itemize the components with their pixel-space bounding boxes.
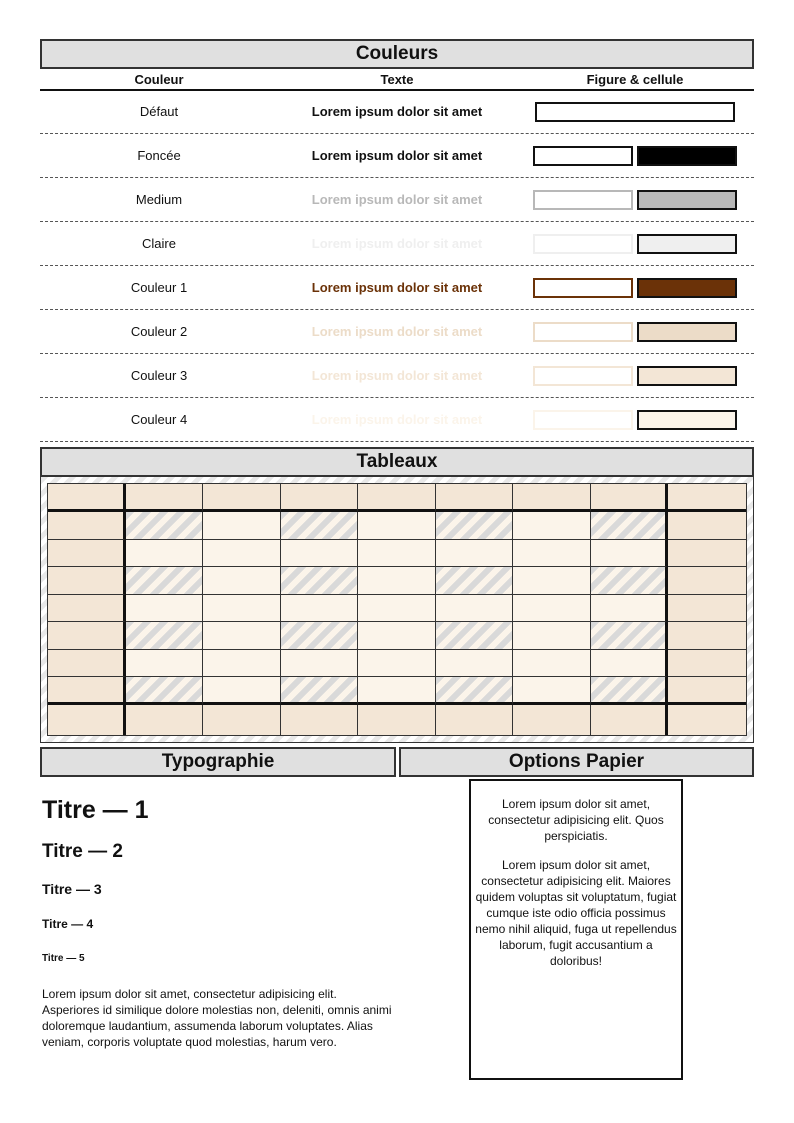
table-header-cell	[48, 677, 126, 705]
table-header-cell	[513, 705, 591, 735]
color-swatches	[516, 322, 754, 342]
fill-swatch	[637, 234, 737, 254]
table-header-cell	[436, 705, 514, 735]
colors-table-body	[40, 90, 754, 442]
table-header-cell	[436, 484, 514, 512]
table-cell	[591, 622, 669, 650]
table-cell	[591, 540, 669, 568]
table-cell	[281, 677, 359, 705]
color-row	[40, 222, 754, 266]
header-texte: Texte	[380, 72, 414, 87]
paper-options-box	[469, 779, 683, 1080]
typography-section-title: Typographie	[40, 747, 396, 777]
table-cell	[126, 622, 204, 650]
color-text-sample: Lorem ipsum dolor sit amet	[311, 192, 483, 207]
table-header-cell	[126, 484, 204, 512]
table-header-cell	[358, 484, 436, 512]
color-row	[40, 398, 754, 442]
heading-1: Titre — 1	[42, 796, 149, 824]
color-row	[40, 354, 754, 398]
table-header-cell	[668, 540, 746, 568]
color-name: Couleur 4	[130, 412, 188, 427]
table-cell	[126, 677, 204, 705]
table-cell	[358, 540, 436, 568]
table-cell	[126, 595, 204, 623]
table-cell	[203, 512, 281, 540]
table-cell	[436, 677, 514, 705]
table-cell	[126, 512, 204, 540]
table-header-cell	[203, 484, 281, 512]
color-swatches	[516, 366, 754, 386]
table-header-cell	[203, 705, 281, 735]
color-swatches	[516, 190, 754, 210]
table-header-cell	[591, 705, 669, 735]
sample-table-frame	[40, 476, 754, 743]
color-swatches	[516, 410, 754, 430]
outline-swatch	[533, 146, 633, 166]
table-cell	[203, 540, 281, 568]
table-cell	[358, 677, 436, 705]
table-header-cell	[48, 540, 126, 568]
color-row	[40, 266, 754, 310]
table-cell	[591, 567, 669, 595]
table-cell	[126, 650, 204, 678]
body-paragraph: Lorem ipsum dolor sit amet, consectetur adipisicing elit. Asperiores id similique dolore molestias non, deleniti, omnis animi doloremque laudantium, assumenda laborum voluptates. Alias veniam, corporis voluptate quod molestias, harum vero.	[42, 987, 392, 1049]
heading-3: Titre — 3	[42, 881, 102, 897]
table-header-cell	[48, 622, 126, 650]
table-header-cell	[281, 705, 359, 735]
color-text-sample: Lorem ipsum dolor sit amet	[311, 412, 483, 427]
color-name: Défaut	[139, 104, 179, 119]
color-name: Couleur 1	[130, 280, 188, 295]
table-header-cell	[668, 567, 746, 595]
color-name: Foncée	[137, 148, 181, 163]
paper-section-title: Options Papier	[399, 747, 754, 777]
header-figure-cellule: Figure & cellule	[586, 72, 684, 87]
table-header-cell	[358, 705, 436, 735]
fill-swatch	[637, 146, 737, 166]
outline-swatch	[533, 366, 633, 386]
table-cell	[358, 567, 436, 595]
table-cell	[203, 677, 281, 705]
color-row	[40, 134, 754, 178]
table-cell	[281, 540, 359, 568]
table-cell	[591, 677, 669, 705]
table-cell	[436, 540, 514, 568]
table-cell	[126, 540, 204, 568]
table-cell	[436, 650, 514, 678]
table-cell	[513, 567, 591, 595]
color-row	[40, 90, 754, 134]
paper-paragraph-2: Lorem ipsum dolor sit amet, consectetur adipisicing elit. Maiores quidem voluptas sit voluptatum, fugiat cumque iste odio officia possimus nemo nihil aliquid, fuga ut repellendus laborum, fugit accusantium a doloribus!	[475, 858, 677, 968]
table-header-cell	[48, 595, 126, 623]
heading-5: Titre — 5	[42, 953, 85, 964]
table-cell	[358, 622, 436, 650]
color-text-sample: Lorem ipsum dolor sit amet	[311, 104, 483, 119]
color-swatches	[516, 234, 754, 254]
table-cell	[203, 622, 281, 650]
outline-swatch	[533, 190, 633, 210]
outline-swatch	[533, 278, 633, 298]
color-name: Claire	[142, 236, 176, 251]
header-couleur: Couleur	[134, 72, 184, 87]
table-header-cell	[281, 484, 359, 512]
table-header-cell	[668, 484, 746, 512]
table-cell	[203, 567, 281, 595]
table-header-cell	[48, 705, 126, 735]
color-name: Couleur 3	[130, 368, 188, 383]
table-cell	[436, 567, 514, 595]
table-header-cell	[48, 512, 126, 540]
table-cell	[126, 567, 204, 595]
color-row	[40, 310, 754, 354]
color-text-sample: Lorem ipsum dolor sit amet	[311, 368, 483, 383]
table-cell	[203, 595, 281, 623]
sample-table	[47, 483, 747, 736]
table-header-cell	[591, 484, 669, 512]
table-header-cell	[668, 512, 746, 540]
fill-swatch	[637, 366, 737, 386]
outline-swatch	[533, 322, 633, 342]
tables-section-title: Tableaux	[40, 447, 754, 477]
table-cell	[358, 595, 436, 623]
table-header-cell	[126, 705, 204, 735]
table-header-cell	[513, 484, 591, 512]
table-cell	[436, 512, 514, 540]
table-cell	[436, 622, 514, 650]
table-cell	[513, 677, 591, 705]
table-cell	[358, 650, 436, 678]
outline-swatch	[533, 234, 633, 254]
color-swatches	[516, 146, 754, 166]
table-cell	[513, 595, 591, 623]
table-cell	[281, 650, 359, 678]
fill-swatch	[637, 410, 737, 430]
color-row	[40, 178, 754, 222]
table-header-cell	[48, 484, 126, 512]
table-header-cell	[48, 650, 126, 678]
table-cell	[281, 622, 359, 650]
outline-swatch	[535, 102, 735, 122]
outline-swatch	[533, 410, 633, 430]
table-cell	[591, 650, 669, 678]
color-name: Couleur 2	[130, 324, 188, 339]
table-header-cell	[668, 705, 746, 735]
color-text-sample: Lorem ipsum dolor sit amet	[311, 280, 483, 295]
colors-table-header	[40, 69, 754, 91]
color-swatches	[516, 278, 754, 298]
table-header-cell	[668, 595, 746, 623]
color-text-sample: Lorem ipsum dolor sit amet	[311, 324, 483, 339]
paper-paragraph-1: Lorem ipsum dolor sit amet, consectetur adipisicing elit. Quos perspiciatis.	[488, 797, 664, 843]
table-header-cell	[668, 622, 746, 650]
typography-samples	[42, 796, 392, 1050]
table-header-cell	[48, 567, 126, 595]
table-cell	[203, 650, 281, 678]
fill-swatch	[637, 190, 737, 210]
table-cell	[513, 540, 591, 568]
table-header-cell	[668, 650, 746, 678]
heading-4: Titre — 4	[42, 917, 94, 931]
colors-section-title: Couleurs	[40, 39, 754, 69]
table-cell	[358, 512, 436, 540]
table-cell	[436, 595, 514, 623]
color-swatches	[516, 102, 754, 122]
color-name: Medium	[135, 192, 183, 207]
table-cell	[281, 595, 359, 623]
table-cell	[591, 595, 669, 623]
table-header-cell	[668, 677, 746, 705]
table-cell	[281, 512, 359, 540]
table-cell	[281, 567, 359, 595]
table-cell	[513, 622, 591, 650]
fill-swatch	[637, 278, 737, 298]
heading-2: Titre — 2	[42, 841, 123, 862]
table-cell	[513, 650, 591, 678]
table-cell	[591, 512, 669, 540]
fill-swatch	[637, 322, 737, 342]
color-text-sample: Lorem ipsum dolor sit amet	[311, 236, 483, 251]
color-text-sample: Lorem ipsum dolor sit amet	[311, 148, 483, 163]
table-cell	[513, 512, 591, 540]
